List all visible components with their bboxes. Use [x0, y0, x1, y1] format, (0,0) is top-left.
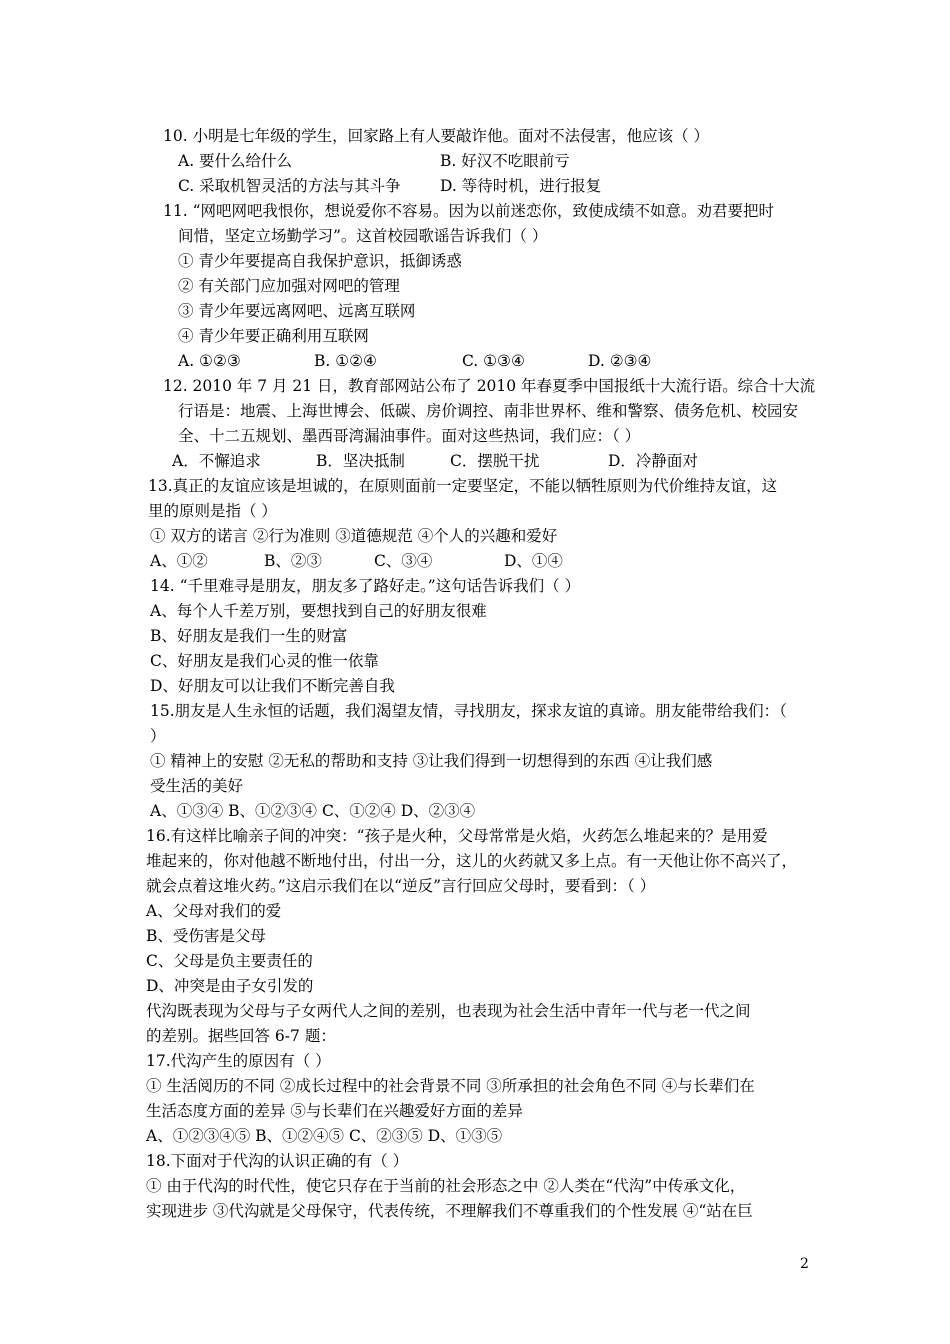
- q10-option-b: B. 好汉不吃眼前亏: [440, 152, 570, 170]
- q17-options: A、①②③④⑤ B、①②④⑤ C、②③⑤ D、①③⑤: [146, 1127, 503, 1145]
- q16-stem-cont-2: 就会点着这堆火药。”这启示我们在以“逆反”言行回应父母时，要看到：（ ）: [146, 877, 656, 895]
- q11-option-b: B. ①②④: [314, 352, 377, 370]
- q15-stem-cont: ）: [150, 727, 166, 745]
- q13-option-d: D、①④: [504, 552, 563, 570]
- q11-item-1: ① 青少年要提高自我保护意识，抵御诱惑: [178, 252, 462, 270]
- q18-stem: 18.下面对于代沟的认识正确的有（ ）: [146, 1152, 409, 1170]
- q14-option-c: C、好朋友是我们心灵的惟一依靠: [150, 652, 379, 670]
- q11-option-c: C. ①③④: [462, 352, 525, 370]
- q17-items: ① 生活阅历的不同 ②成长过程中的社会背景不同 ③所承担的社会角色不同 ④与长辈们在: [146, 1077, 755, 1095]
- q12-stem: 12. 2010 年 7 月 21 日，教育部网站公布了 2010 年春夏季中国报纸十大流行语。综合十大流: [163, 377, 816, 395]
- q13-stem: 13.真正的友谊应该是坦诚的，在原则面前一定要坚定，不能以牺牲原则为代价维持友谊，这: [148, 477, 778, 495]
- q11-item-4: ④ 青少年要正确利用互联网: [178, 327, 369, 345]
- q13-stem-cont: 里的原则是指（ ）: [148, 502, 277, 520]
- q10-option-c: C. 采取机智灵活的方法与其斗争: [178, 177, 401, 195]
- q10-stem: 10. 小明是七年级的学生，回家路上有人要敲诈他。面对不法侵害，他应该（ ）: [163, 127, 710, 145]
- q10-option-d: D. 等待时机，进行报复: [440, 177, 602, 195]
- q11-option-a: A. ①②③: [178, 352, 241, 370]
- q13-option-c: C、③④: [374, 552, 433, 570]
- q16-stem-cont-1: 堆起来的，你对他越不断地付出，付出一分，这儿的火药就又多上点。有一天他让你不高兴了，: [146, 852, 798, 870]
- q18-items: ① 由于代沟的时代性，使它只存在于当前的社会形态之中 ②人类在“代沟”中传承文化，: [146, 1177, 746, 1195]
- page-number: 2: [800, 1256, 809, 1272]
- q12-option-c: C．摆脱干扰: [450, 452, 540, 470]
- q15-stem: 15.朋友是人生永恒的话题，我们渴望友情，寻找朋友，探求友谊的真谛。朋友能带给我们：（: [150, 702, 787, 720]
- q12-option-d: D．冷静面对: [608, 452, 698, 470]
- q16-stem: 16.有这样比喻亲子间的冲突：“孩子是火种，父母常常是火焰，火药怎么堆起来的？是用爱: [146, 827, 768, 845]
- passage-line-2: 的差别。据些回答 6-7 题：: [146, 1027, 336, 1045]
- q15-items-cont: 受生活的美好: [150, 777, 244, 795]
- q16-option-a: A、父母对我们的爱: [146, 902, 282, 920]
- q15-options: A、①③④ B、①②③④ C、①②④ D、②③④: [150, 802, 476, 820]
- q17-items-cont: 生活态度方面的差异 ⑤与长辈们在兴趣爱好方面的差异: [146, 1102, 523, 1120]
- q13-option-a: A、①②: [150, 552, 208, 570]
- q17-stem: 17.代沟产生的原因有（ ）: [146, 1052, 331, 1070]
- q12-stem-cont-2: 全、十二五规划、墨西哥湾漏油事件。面对这些热词，我们应：（ ）: [178, 427, 641, 445]
- q16-option-b: B、受伤害是父母: [146, 927, 266, 945]
- passage-line-1: 代沟既表现为父母与子女两代人之间的差别，也表现为社会生活中青年一代与老一代之间: [146, 1002, 751, 1020]
- q11-item-3: ③ 青少年要远离网吧、远离互联网: [178, 302, 416, 320]
- q12-stem-cont-1: 行语是：地震、上海世博会、低碳、房价调控、南非世界杯、维和警察、债务危机、校园安: [178, 402, 799, 420]
- q13-option-b: B、②③: [264, 552, 322, 570]
- q11-stem-cont: 间惜，坚定立场勤学习”。这首校园歌谣告诉我们（ ）: [178, 227, 548, 245]
- q16-option-c: C、父母是负主要责任的: [146, 952, 313, 970]
- q14-stem: 14. “千里难寻是朋友，朋友多了路好走。”这句话告诉我们（ ）: [150, 577, 581, 595]
- q15-items: ① 精神上的安慰 ②无私的帮助和支持 ③让我们得到一切想得到的东西 ④让我们感: [150, 752, 713, 770]
- q12-option-a: A．不懈追求: [172, 452, 261, 470]
- q14-option-a: A、每个人千差万别，要想找到自己的好朋友很难: [150, 602, 487, 620]
- q11-item-2: ② 有关部门应加强对网吧的管理: [178, 277, 400, 295]
- q11-stem: 11. “网吧网吧我恨你，想说爱你不容易。因为以前迷恋你，致使成绩不如意。劝君要把时: [163, 202, 775, 220]
- q11-option-d: D. ②③④: [588, 352, 652, 370]
- q14-option-d: D、好朋友可以让我们不断完善自我: [150, 677, 395, 695]
- q14-option-b: B、好朋友是我们一生的财富: [150, 627, 348, 645]
- q13-items: ① 双方的诺言 ②行为准则 ③道德规范 ④个人的兴趣和爱好: [150, 527, 558, 545]
- q12-option-b: B．坚决抵制: [316, 452, 405, 470]
- q16-option-d: D、冲突是由子女引发的: [146, 977, 314, 995]
- q18-items-cont: 实现进步 ③代沟就是父母保守，代表传统，不理解我们不尊重我们的个性发展 ④“站在巨: [146, 1202, 753, 1220]
- q10-option-a: A. 要什么给什么: [178, 152, 293, 170]
